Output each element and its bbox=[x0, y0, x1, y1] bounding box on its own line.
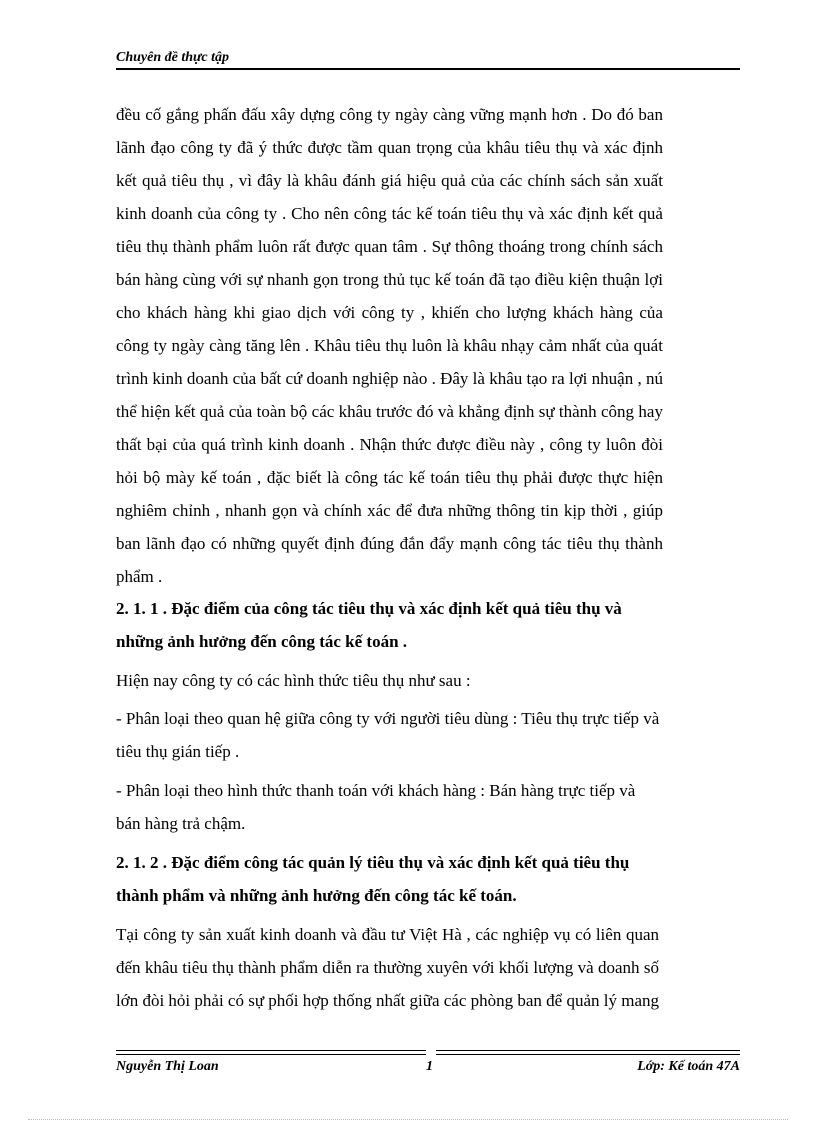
text-line: thể hiện kết quả của toàn bộ các khâu trước đó và khẳng định sự thành công hay bbox=[116, 402, 663, 421]
bullet-item bbox=[116, 702, 659, 768]
heading-line: thành phẩm và những ảnh hưởng đến công tác kế toán. bbox=[116, 886, 517, 905]
text-line: trình kinh doanh của bất cứ doanh nghiệp nào . Đây là khâu tạo ra lợi nhuận , nú bbox=[116, 369, 663, 388]
footer-author: Nguyễn Thị Loan bbox=[116, 1059, 219, 1074]
section-heading-2-1-1 bbox=[116, 592, 622, 658]
bullet-item bbox=[116, 774, 635, 840]
page-number: 1 bbox=[426, 1059, 433, 1074]
text-line: tiêu thụ gián tiếp . bbox=[116, 742, 240, 761]
text-line: tiêu thụ thành phẩm luôn rất được quan tâm . Sự thông thoáng trong chính sách bbox=[116, 237, 663, 256]
header-divider bbox=[116, 68, 740, 70]
section-heading-2-1-2 bbox=[116, 846, 629, 912]
footer-divider-right bbox=[436, 1050, 740, 1055]
text-line: cho khách hàng khi giao dịch với công ty , khiến cho lượng khách hàng của bbox=[116, 303, 663, 322]
text-line: đều cố gắng phấn đấu xây dựng công ty ngày càng vững mạnh hơn . Do đó ban bbox=[116, 105, 663, 124]
heading-line: 2. 1. 1 . Đặc điểm của công tác tiêu thụ và xác định kết quả tiêu thụ và bbox=[116, 599, 622, 618]
paragraph-company bbox=[116, 918, 659, 1017]
text-line: kinh doanh của công ty . Cho nên công tác kế toán tiêu thụ và xác định kết quả bbox=[116, 204, 663, 223]
text-line: - Phân loại theo hình thức thanh toán với khách hàng : Bán hàng trực tiếp và bbox=[116, 781, 636, 800]
page-bottom-border bbox=[28, 1119, 788, 1120]
text-line: công ty ngày càng tăng lên . Khâu tiêu thụ luôn là khâu nhạy cảm nhất của quát bbox=[116, 336, 663, 355]
paragraph-forms bbox=[116, 664, 471, 697]
text-line: nghiêm chỉnh , nhanh gọn và chính xác để đưa những thông tin kịp thời , giúp bbox=[116, 501, 663, 520]
text-line: ban lãnh đạo có những quyết định đúng đắn đẩy mạnh công tác tiêu thụ thành bbox=[116, 534, 663, 553]
page-footer bbox=[116, 1050, 740, 1080]
text-line: bán hàng cùng với sự nhanh gọn trong thủ tục kế toán đã tạo điều kiện thuận lợi bbox=[116, 270, 663, 289]
page-header bbox=[116, 50, 740, 66]
text-line: Tại công ty sản xuất kinh doanh và đầu tư Việt Hà , các nghiệp vụ có liên quan bbox=[116, 925, 660, 944]
text-line: kết quả tiêu thụ , vì đây là khâu đánh giá hiệu quả của các chính sách sản xuất bbox=[116, 171, 663, 190]
text-line: đến khâu tiêu thụ thành phẩm diễn ra thường xuyên với khối lượng và doanh số bbox=[116, 958, 660, 977]
footer-class: Lớp: Kế toán 47A bbox=[637, 1059, 740, 1074]
paragraph-intro bbox=[116, 98, 663, 593]
text-line: - Phân loại theo quan hệ giữa công ty với người tiêu dùng : Tiêu thụ trực tiếp và bbox=[116, 709, 660, 728]
heading-line: 2. 1. 2 . Đặc điểm công tác quản lý tiêu thụ và xác định kết quả tiêu thụ bbox=[116, 853, 630, 872]
text-line: lãnh đạo công ty đã ý thức được tầm quan trọng của khâu tiêu thụ và xác định bbox=[116, 138, 663, 157]
footer-divider-left bbox=[116, 1050, 426, 1055]
text-line: hỏi bộ mày kế toán , đặc biết là công tác kế toán tiêu thụ phải được thực hiện bbox=[116, 468, 663, 487]
text-line: Hiện nay công ty có các hình thức tiêu thụ như sau : bbox=[116, 671, 471, 690]
header-title: Chuyên đề thực tập bbox=[116, 50, 230, 65]
heading-line: những ảnh hưởng đến công tác kế toán . bbox=[116, 632, 408, 651]
text-line: thất bại của quá trình kinh doanh . Nhận thức được điều này , công ty luôn đòi bbox=[116, 435, 663, 454]
text-line: phẩm . bbox=[116, 567, 163, 586]
text-line: bán hàng trả chậm. bbox=[116, 814, 246, 833]
text-line: lớn đòi hỏi phải có sự phối hợp thống nhất giữa các phòng ban để quản lý mang bbox=[116, 991, 660, 1010]
